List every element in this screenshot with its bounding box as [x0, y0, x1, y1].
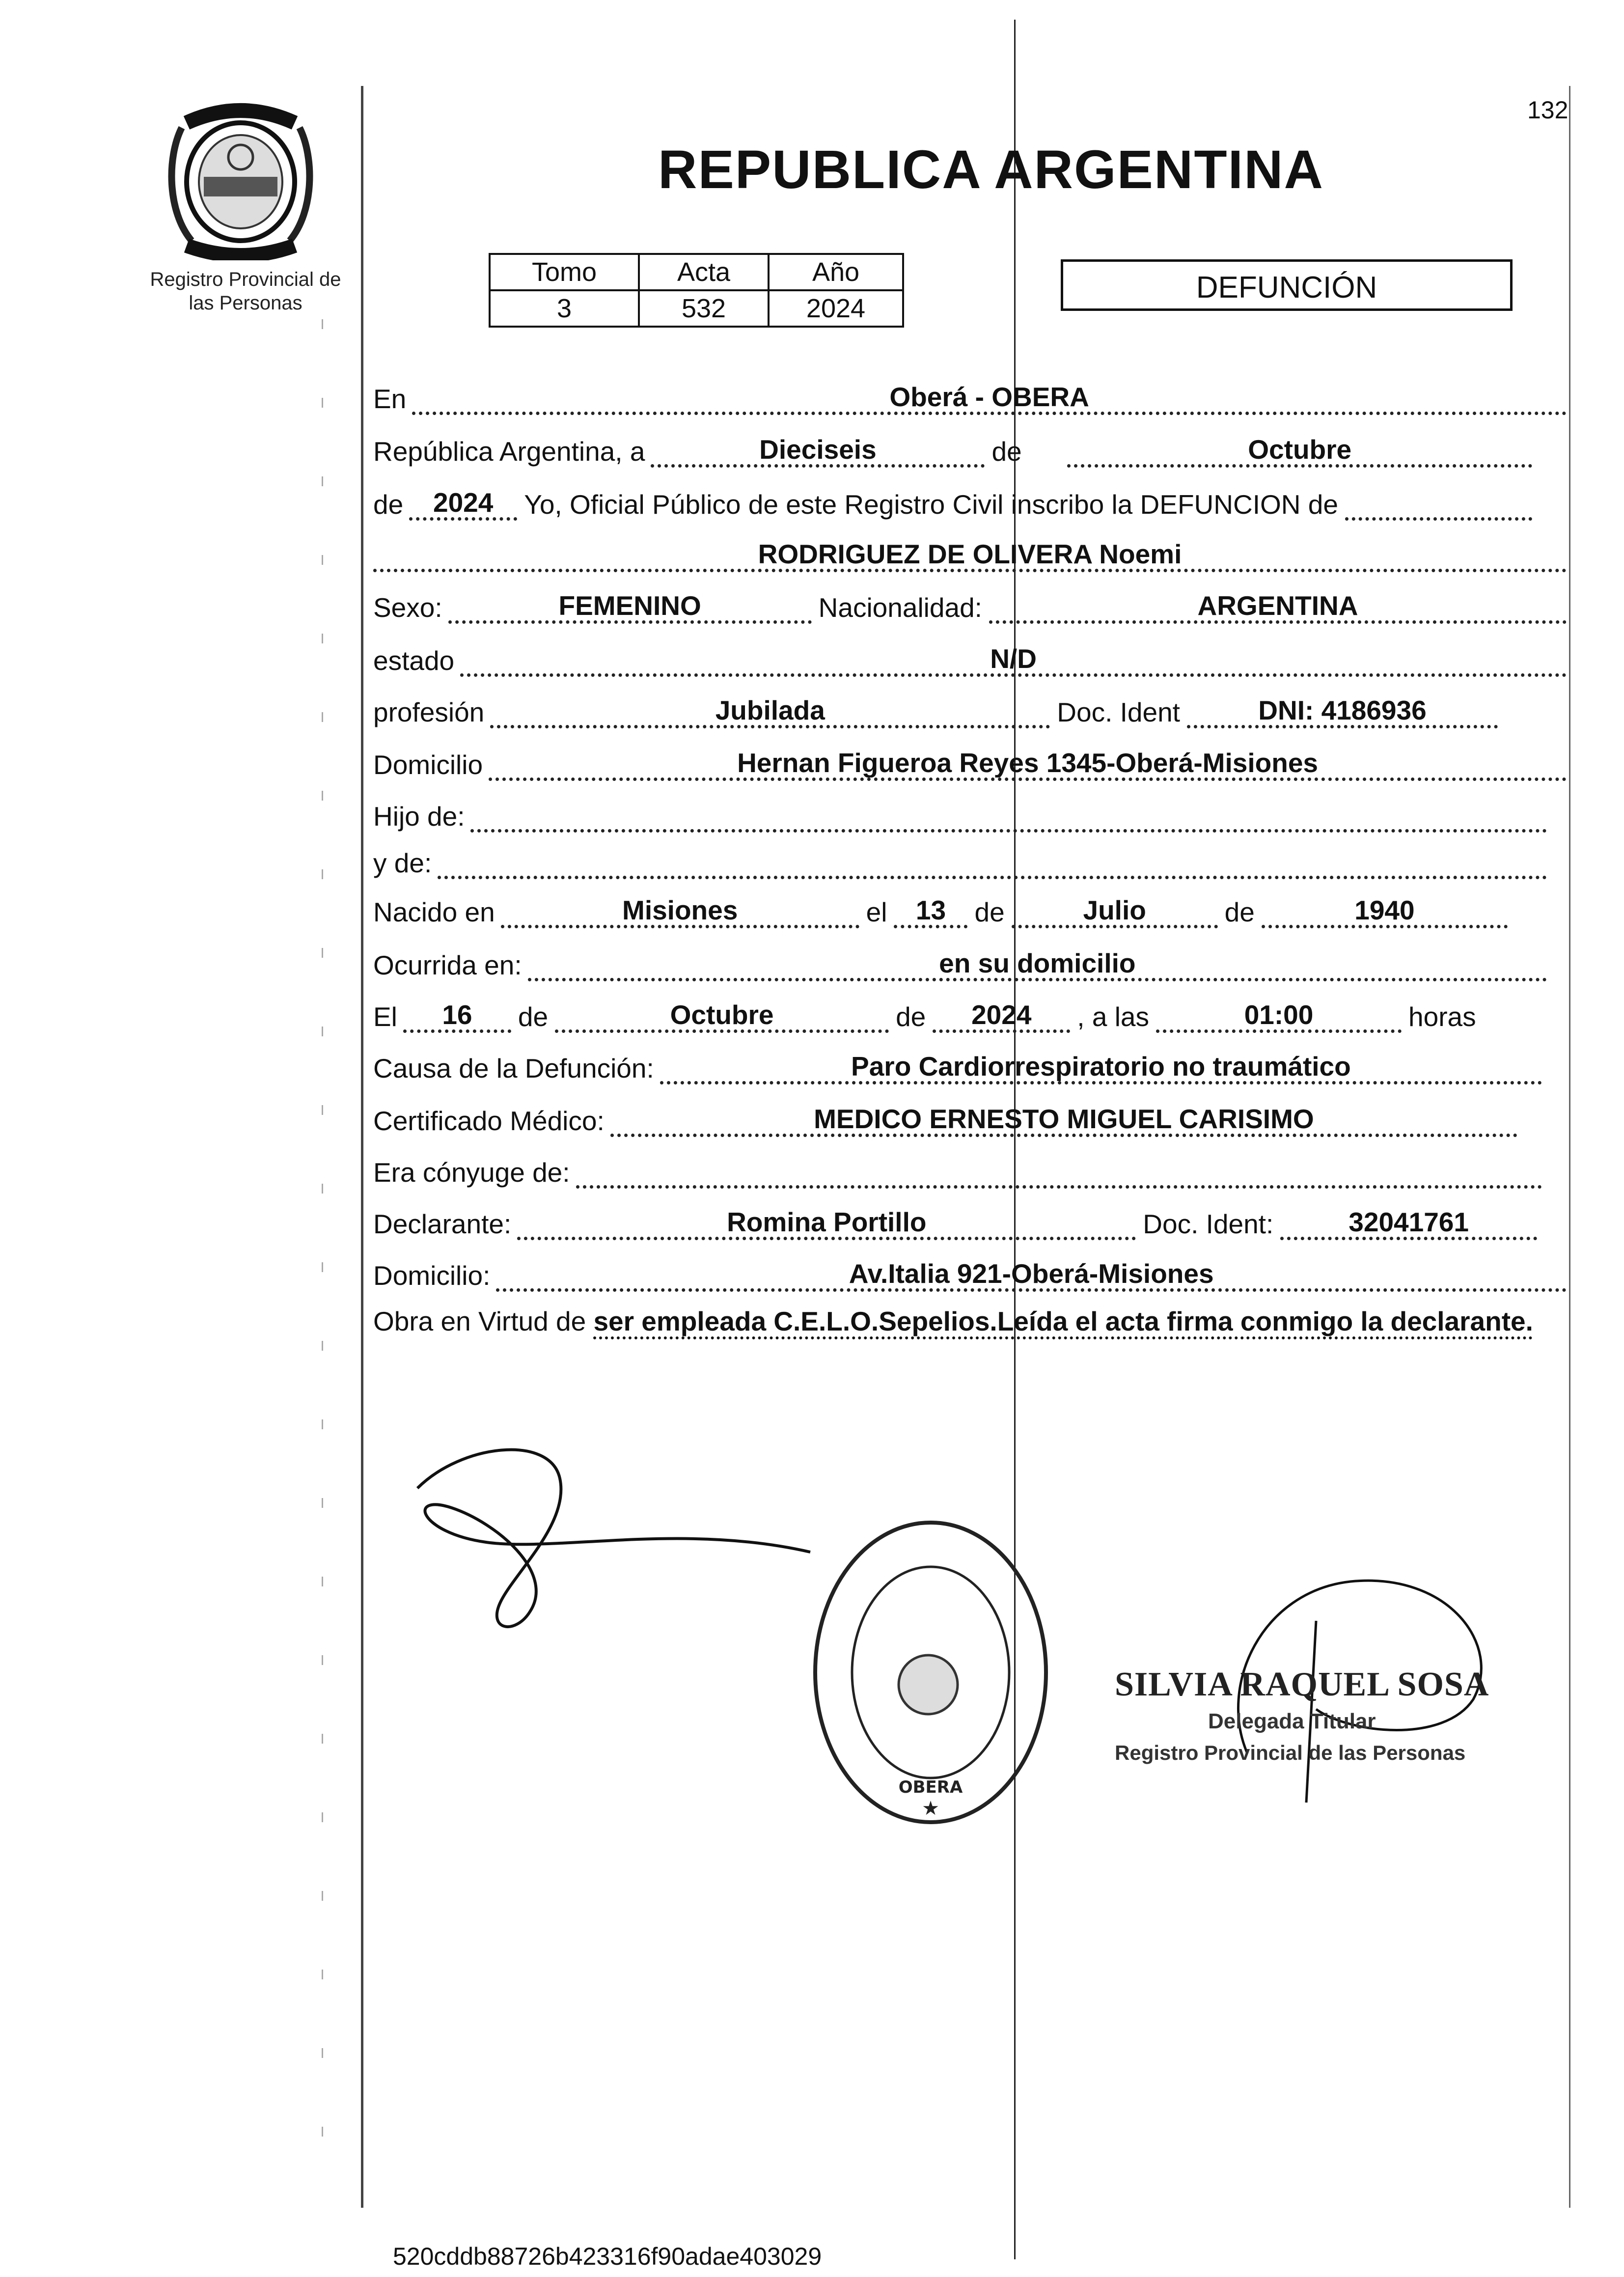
obra-en-virtud — [373, 1304, 1571, 1338]
label-nacionalidad: Nacionalidad: — [818, 592, 982, 623]
record-header-tomo: Tomo — [490, 254, 639, 290]
field-blank — [1345, 487, 1532, 521]
field-hijo — [470, 799, 1547, 833]
field-domicilio: Hernan Figueroa Reyes 1345-Oberá-Misiones — [489, 747, 1567, 781]
label-ocurrida: Ocurrida en: — [373, 950, 522, 980]
record-value-tomo: 3 — [490, 290, 639, 327]
row-sexo — [373, 589, 1567, 624]
field-mes: Octubre — [1067, 434, 1532, 468]
field-causa: Paro Cardiorrespiratorio no traumático — [660, 1051, 1542, 1084]
row-profesion — [373, 694, 1498, 728]
label-doc-ident: Doc. Ident — [1057, 697, 1180, 727]
field-obra: ser empleada C.E.L.O.Sepelios.Leída el acta firma conmigo la declarante. — [593, 1306, 1533, 1336]
field-dia-nac: 13 — [894, 894, 967, 928]
record-value-ano: 2024 — [769, 290, 903, 327]
registry-stamp — [805, 1513, 1056, 1832]
misiones-crest-icon — [147, 98, 334, 260]
field-nombre: RODRIGUEZ DE OLIVERA Noemi — [373, 538, 1567, 572]
field-domicilio-2: Av.Italia 921-Oberá-Misiones — [496, 1258, 1567, 1292]
field-mes-def: Octubre — [555, 999, 889, 1033]
row-hijo — [373, 798, 1547, 833]
field-doc-ident: DNI: 4186936 — [1187, 694, 1498, 728]
label-de-def1: de — [518, 1001, 549, 1032]
signatory-org: Registro Provincial de las Personas — [1115, 1741, 1466, 1764]
row-domicilio — [373, 747, 1567, 781]
label-doc-ident-2: Doc. Ident: — [1143, 1209, 1274, 1239]
label-de: de — [991, 436, 1022, 467]
label-domicilio-2: Domicilio: — [373, 1260, 491, 1291]
label-certificado: Certificado Médico: — [373, 1106, 605, 1136]
label-declarante: Declarante: — [373, 1209, 512, 1239]
left-margin-line — [361, 86, 363, 2208]
field-sexo: FEMENINO — [448, 590, 812, 624]
field-ocurrida: en su domicilio — [528, 947, 1547, 981]
row-certificado — [373, 1103, 1517, 1137]
label-horas: horas — [1408, 1001, 1476, 1032]
field-yde — [438, 845, 1547, 879]
label-de-nac2: de — [1224, 897, 1255, 927]
page-title: REPUBLICA ARGENTINA — [658, 139, 1324, 200]
signatory-role: Delegada Titular — [1208, 1709, 1376, 1733]
right-margin-line — [1569, 86, 1570, 2208]
label-de-year: de — [373, 489, 404, 520]
field-hora: 01:00 — [1156, 999, 1402, 1033]
page-number: 132 — [1527, 96, 1569, 124]
row-yde — [373, 845, 1547, 879]
row-en — [373, 381, 1567, 415]
row-domicilio-2 — [373, 1257, 1567, 1292]
field-doc-ident-2: 32041761 — [1280, 1206, 1537, 1240]
label-de-def2: de — [896, 1001, 926, 1032]
field-conyuge — [576, 1155, 1542, 1189]
record-type: DEFUNCIÓN — [1061, 259, 1513, 311]
label-en: En — [373, 384, 407, 414]
row-fecha-def — [373, 999, 1557, 1033]
label-fecha: República Argentina, a — [373, 436, 645, 467]
field-certificado: MEDICO ERNESTO MIGUEL CARISIMO — [610, 1103, 1517, 1137]
row-ocurrida — [373, 947, 1547, 981]
field-dia: Dieciseis — [651, 434, 985, 468]
label-obra: Obra en Virtud de — [373, 1306, 586, 1336]
label-profesion: profesión — [373, 697, 485, 727]
field-ano-nac: 1940 — [1262, 894, 1508, 928]
row-nacido — [373, 894, 1508, 928]
label-estado: estado — [373, 645, 455, 676]
field-declarante: Romina Portillo — [517, 1206, 1136, 1240]
left-scan-ticks — [322, 319, 323, 2186]
row-conyuge — [373, 1154, 1542, 1189]
field-estado: N/D — [460, 643, 1567, 677]
label-sexo: Sexo: — [373, 592, 442, 623]
record-header-ano: Año — [769, 254, 903, 290]
label-hijo: Hijo de: — [373, 801, 465, 832]
row-declarante — [373, 1206, 1537, 1240]
center-fold-line — [1014, 20, 1016, 2259]
field-mes-nac: Julio — [1012, 894, 1218, 928]
field-dia-def: 16 — [403, 999, 511, 1033]
field-en: Oberá - OBERA — [412, 381, 1567, 415]
row-causa — [373, 1050, 1542, 1084]
document-hash: 520cddb88726b423316f90adae403029 — [393, 2243, 822, 2270]
signatory-name: SILVIA RAQUEL SOSA — [1115, 1666, 1489, 1703]
field-profesion: Jubilada — [490, 694, 1050, 728]
field-ano-def: 2024 — [933, 999, 1070, 1033]
label-domicilio: Domicilio — [373, 750, 483, 780]
record-box — [489, 253, 904, 328]
label-el: el — [866, 897, 887, 927]
label-causa: Causa de la Defunción: — [373, 1053, 654, 1083]
label-alas: , a las — [1077, 1001, 1150, 1032]
official-text: Yo, Oficial Público de este Registro Civil inscribo la DEFUNCION de — [524, 489, 1338, 520]
field-nacionalidad: ARGENTINA — [989, 590, 1567, 624]
row-year-line — [373, 486, 1532, 521]
row-nombre — [373, 538, 1567, 572]
label-yde: y de: — [373, 848, 432, 878]
issuer-name: Registro Provincial de las Personas — [150, 269, 341, 314]
stamp-city: OBERA — [898, 1777, 963, 1797]
field-year: 2024 — [409, 487, 517, 521]
row-estado — [373, 642, 1567, 677]
field-lugar-nac: Misiones — [501, 894, 859, 928]
record-header-acta: Acta — [639, 254, 769, 290]
label-el-def: El — [373, 1001, 397, 1032]
record-value-acta: 532 — [639, 290, 769, 327]
label-de-nac1: de — [974, 897, 1005, 927]
svg-text:★: ★ — [922, 1798, 939, 1819]
row-fecha — [373, 433, 1532, 468]
label-conyuge: Era cónyuge de: — [373, 1157, 570, 1188]
label-nacido: Nacido en — [373, 897, 495, 927]
